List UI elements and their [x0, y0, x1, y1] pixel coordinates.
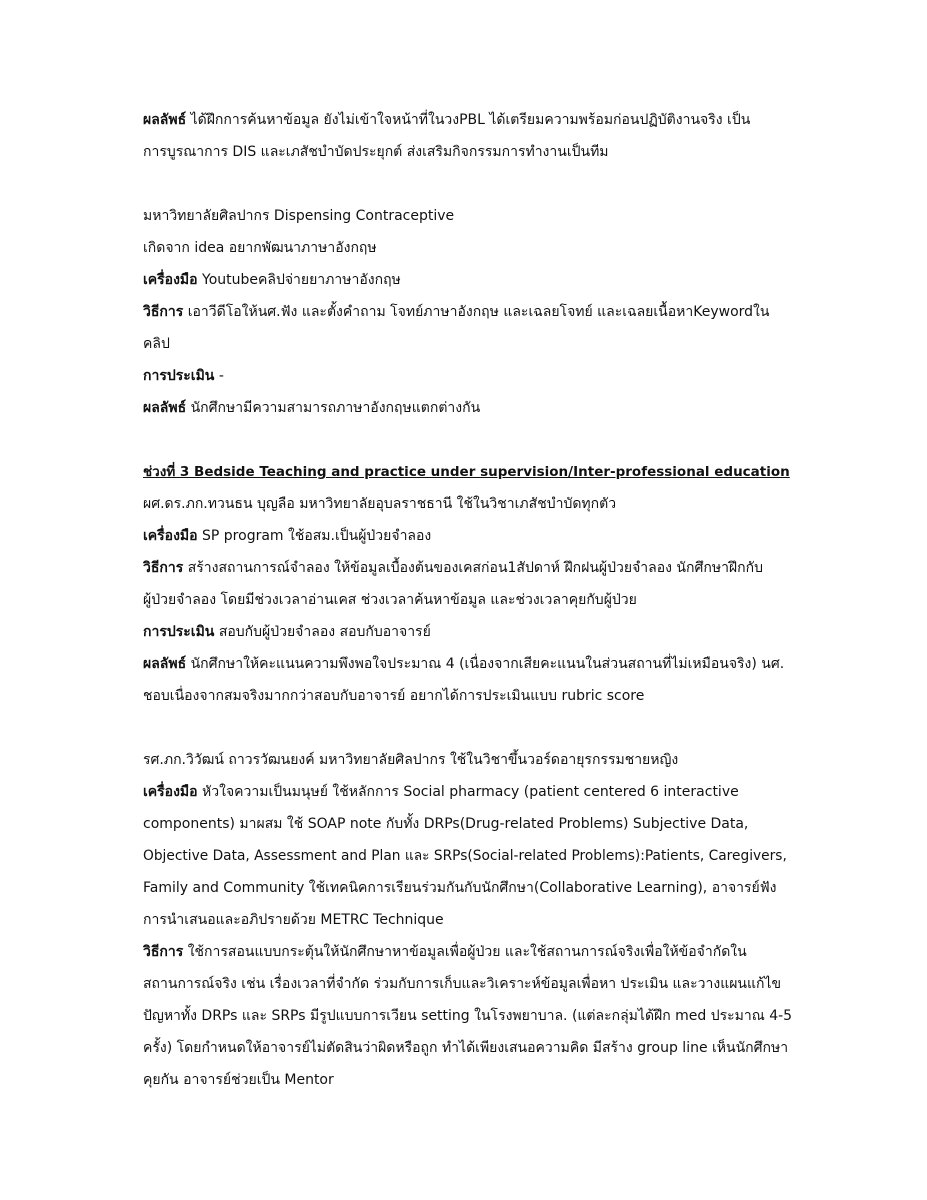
section4-method-line-4: ครั้ง) โดยกำหนดให้อาจารย์ไม่ตัดสินว่าผิดหรือถูก ทำได้เพียงเสนอความคิด มีสร้าง group line เห็นนักศึกษา	[143, 1040, 789, 1056]
section3-eval-line	[143, 616, 793, 648]
method-label: วิธีการ	[143, 944, 184, 960]
eval-text: -	[218, 368, 224, 384]
paragraph-gap	[143, 424, 793, 456]
paragraph-gap	[143, 168, 793, 200]
method-label: วิธีการ	[143, 304, 184, 320]
results-text: นักศึกษามีความสามารถภาษาอังกฤษแตกต่างกัน	[190, 400, 481, 416]
method-text: สร้างสถานการณ์จำลอง ให้ข้อมูลเบื้องต้นของเคสก่อน1สัปดาห์ ฝึกฝนผู้ป่วยจำลอง นักศึกษาฝึกกับ	[187, 560, 763, 576]
section3-tool-line	[143, 520, 793, 552]
tool-label: เครื่องมือ	[143, 272, 198, 288]
method-text: เอาวีดีโอให้นศ.ฟัง และตั้งคำถาม โจทย์ภาษาอังกฤษ และเฉลยโจทย์ และเฉลยเนื้อหาKeywordใน	[187, 304, 770, 320]
section4-tool-line-4: Family and Community ใช้เทคนิคการเรียนร่วมกันกับนักศึกษา(Collaborative Learning), อาจารย์ฟัง	[143, 880, 777, 896]
section4-method-line-3: ปัญหาทั้ง DRPs และ SRPs มีรูปแบบการเวียน setting ในโรงพยาบาล. (แต่ละกลุ่มได้ฝึก med ประมาณ 4-5	[143, 1008, 793, 1024]
section4-method-line-2: สถานการณ์จริง เช่น เรื่องเวลาที่จำกัด ร่วมกับการเก็บและวิเคราะห์ข้อมูลเพื่อหา ประเมิน และวางแผนแก้ไข	[143, 976, 782, 992]
results-label: ผลลัพธ์	[143, 112, 187, 128]
results-text: ได้ฝึกการค้นหาข้อมูล ยังไม่เข้าใจหน้าที่ในวงPBL ได้เตรียมความพร้อมก่อนปฏิบัติงานจริง เป็น	[190, 112, 751, 128]
results-label: ผลลัพธ์	[143, 400, 187, 416]
eval-label: การประเมิน	[143, 624, 215, 640]
section3-results-line-1	[143, 648, 793, 680]
section2-tool-line	[143, 264, 793, 296]
document-page	[143, 104, 793, 1096]
section1-results-line-1	[143, 104, 793, 136]
section4-tool-line-3: Objective Data, Assessment and Plan และ SRPs(Social-related Problems):Patients, Caregivers,	[143, 848, 787, 864]
section2-eval-line	[143, 360, 793, 392]
section3-method-line-1	[143, 552, 793, 584]
results-text: นักศึกษาให้คะแนนความพึงพอใจประมาณ 4 (เนื่องจากเสียคะแนนในส่วนสถานที่ไม่เหมือนจริง) นศ.	[190, 656, 785, 672]
section4-tool-line-1	[143, 776, 793, 808]
section2-method-line-2: คลิป	[143, 336, 170, 352]
section4-method-line-5: คุยกัน อาจารย์ช่วยเป็น Mentor	[143, 1072, 334, 1088]
paragraph-gap	[143, 712, 793, 744]
section3-presenter-line: ผศ.ดร.ภก.ทวนธน บุญลือ มหาวิทยาลัยอุบลราชธานี ใช้ในวิชาเภสัชบำบัดทุกตัว	[143, 496, 617, 512]
results-label: ผลลัพธ์	[143, 656, 187, 672]
method-label: วิธีการ	[143, 560, 184, 576]
section2-title-line: มหาวิทยาลัยศิลปากร Dispensing Contraceptive	[143, 208, 455, 224]
section2-origin-line: เกิดจาก idea อยากพัฒนาภาษาอังกฤษ	[143, 240, 377, 256]
section2-results-line	[143, 392, 793, 424]
section4-presenter-line: รศ.ภก.วิวัฒน์ ถาวรวัฒนยงค์ มหาวิทยาลัยศิลปากร ใช้ในวิชาขึ้นวอร์ดอายุรกรรมชายหญิง	[143, 752, 679, 768]
section1-results-line-2: การบูรณาการ DIS และเภสัชบำบัดประยุกต์ ส่งเสริมกิจกรรมการทำงานเป็นทีม	[143, 144, 609, 160]
section4-tool-line-5: การนำเสนอและอภิปรายด้วย METRC Technique	[143, 912, 444, 928]
method-text: ใช้การสอนแบบกระตุ้นให้นักศึกษาหาข้อมูลเพื่อผู้ป่วย และใช้สถานการณ์จริงเพื่อให้ข้อจำกัดใน	[187, 944, 747, 960]
tool-label: เครื่องมือ	[143, 784, 198, 800]
tool-text: หัวใจความเป็นมนุษย์ ใช้หลักการ Social pharmacy (patient centered 6 interactive	[202, 784, 739, 800]
section2-method-line-1	[143, 296, 793, 328]
section3-results-line-2: ชอบเนื่องจากสมจริงมากกว่าสอบกับอาจารย์ อยากได้การประเมินแบบ rubric score	[143, 688, 645, 704]
tool-text: SP program ใช้อสม.เป็นผู้ป่วยจำลอง	[202, 528, 432, 544]
tool-label: เครื่องมือ	[143, 528, 198, 544]
section3-method-line-2: ผู้ป่วยจำลอง โดยมีช่วงเวลาอ่านเคส ช่วงเวลาค้นหาข้อมูล และช่วงเวลาคุยกับผู้ป่วย	[143, 592, 637, 608]
tool-text: Youtubeคลิปจ่ายยาภาษาอังกฤษ	[202, 272, 401, 288]
section4-tool-line-2: components) มาผสม ใช้ SOAP note กับทั้ง DRPs(Drug-related Problems) Subjective Data,	[143, 816, 749, 832]
section3-heading: ช่วงที่ 3 Bedside Teaching and practice under supervision/Inter-professional education	[143, 464, 790, 480]
eval-text: สอบกับผู้ป่วยจำลอง สอบกับอาจารย์	[218, 624, 431, 640]
eval-label: การประเมิน	[143, 368, 215, 384]
section4-method-line-1	[143, 936, 793, 968]
